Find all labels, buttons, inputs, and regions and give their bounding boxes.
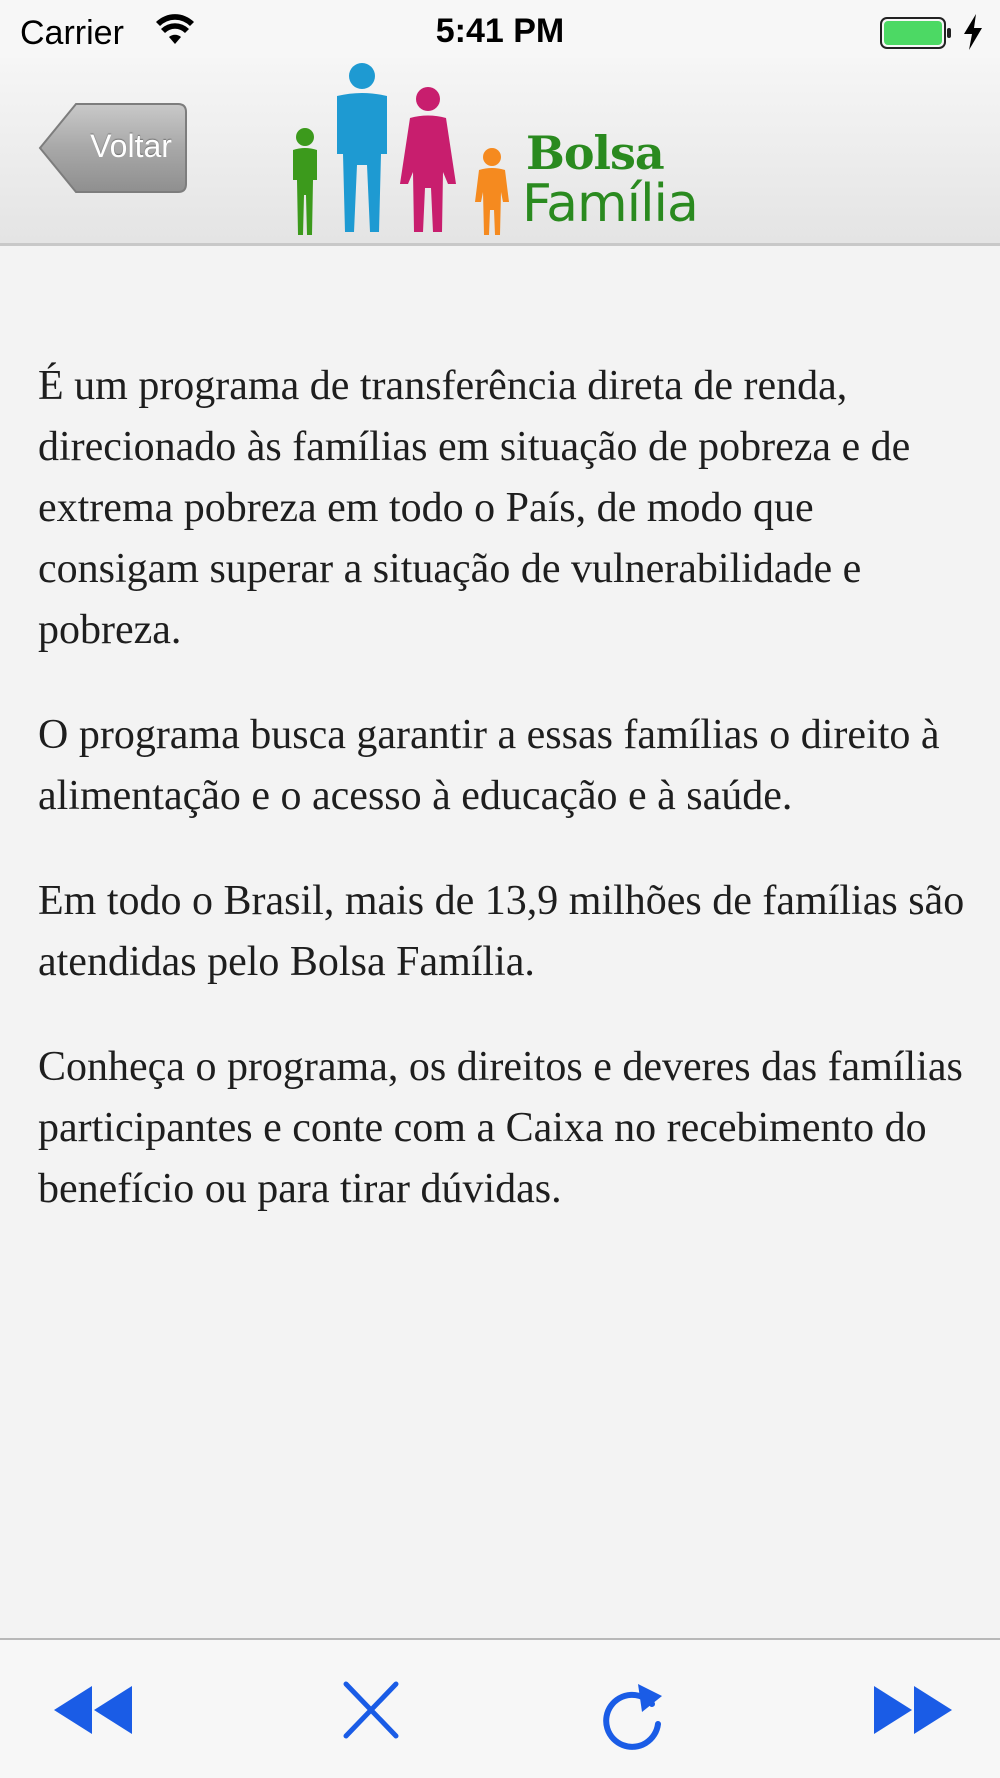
stop-icon [336,1680,406,1740]
rewind-button[interactable] [52,1680,136,1760]
stop-button[interactable] [336,1680,406,1760]
paragraph-intro: É um programa de transferência direta de renda, direcionado às famílias em situação de pobreza e de extrema pobreza em todo o País, de modo que consigam superar a situação de vulnerabilidade e pobreza. [38,363,911,653]
browser-toolbar [0,1638,1000,1778]
fast-forward-icon [870,1680,954,1740]
carrier-label: Carrier [20,14,124,52]
rewind-icon [52,1680,136,1740]
logo-text-familia: Família [522,174,698,234]
paragraph-goals: O programa busca garantir a essas famílias o direito à alimentação e o acesso à educação e à saúde. [38,712,940,819]
logo-text-bolsa: Bolsa [526,126,664,180]
back-button[interactable] [38,102,188,194]
navigation-header [0,58,1000,246]
battery-icon [880,16,952,50]
program-description [38,356,968,1264]
charging-icon [962,14,984,50]
reload-icon [598,1680,670,1756]
bolsa-familia-logo [280,62,720,242]
status-bar [0,0,1000,64]
fast-forward-button[interactable] [870,1680,954,1760]
back-button-label: Voltar [90,128,172,164]
family-figures-icon [280,62,520,242]
paragraph-cta: Conheça o programa, os direitos e deveres das famílias participantes e conte com a Caixa no recebimento do benefício ou para tirar dúvidas. [38,1044,963,1212]
paragraph-reach: Em todo o Brasil, mais de 13,9 milhões de famílias são atendidas pelo Bolsa Família. [38,878,965,985]
clock-label: 5:41 PM [435,12,565,50]
reload-button[interactable] [598,1680,670,1760]
